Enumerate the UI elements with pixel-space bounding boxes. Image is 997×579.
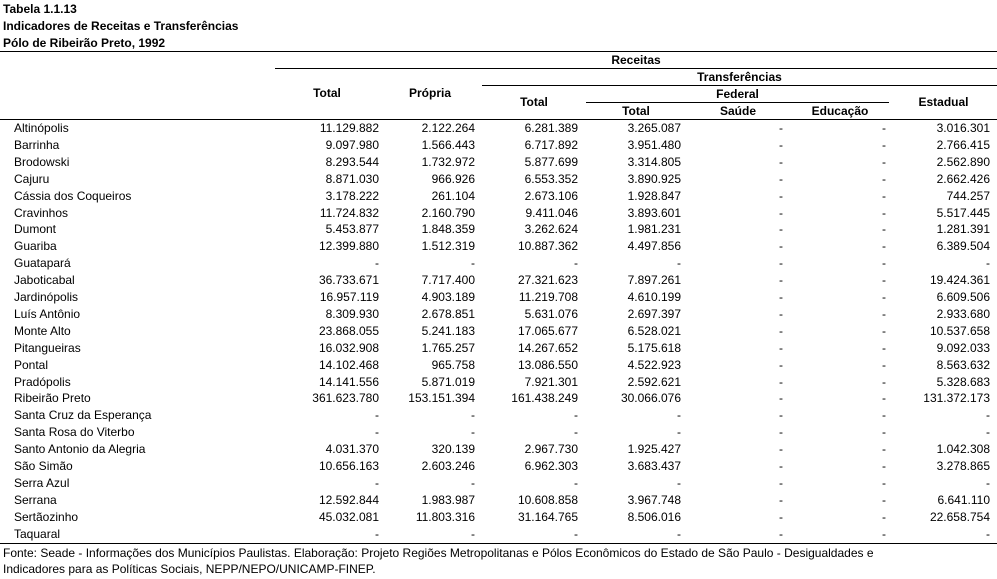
cell-estadual: 5.517.445 (936, 205, 990, 220)
table-row (0, 154, 997, 171)
source-note-line1: Fonte: Seade - Informações dos Municípios Paulistas. Elaboração: Projeto Regiões Metropolitanas e Pólos Econômicos do Estado de São Paulo - Desigualdades e (3, 546, 874, 560)
cell-municipio: Cássia dos Coqueiros (14, 188, 132, 203)
cell-municipio: Serra Azul (14, 475, 70, 490)
cell-total: 36.733.671 (318, 273, 379, 288)
table-row (0, 357, 997, 374)
cell-propria: 1.512.319 (421, 239, 475, 254)
cell-educacao: - (882, 188, 886, 203)
cell-propria: 1.566.443 (421, 137, 475, 152)
cell-municipio: Jaboticabal (14, 273, 75, 288)
cell-educacao: - (882, 137, 886, 152)
cell-transf-total: 5.877.699 (524, 154, 578, 169)
table-row (0, 340, 997, 357)
cell-saude: - (779, 256, 783, 271)
cell-saude: - (779, 239, 783, 254)
cell-estadual: - (986, 526, 990, 541)
cell-municipio: Altinópolis (14, 121, 69, 135)
cell-estadual: 19.424.361 (929, 273, 990, 288)
cell-propria: 966.926 (431, 171, 475, 186)
cell-federal-total: 1.925.427 (627, 442, 681, 457)
cell-propria: 7.717.400 (421, 273, 475, 288)
table-row (0, 475, 997, 492)
cell-total: - (375, 526, 379, 541)
cell-transf-total: 10.887.362 (517, 239, 578, 254)
cell-total: 4.031.370 (325, 442, 379, 457)
receitas-rule (275, 68, 997, 69)
cell-educacao: - (882, 323, 886, 338)
cell-transf-total: 31.164.765 (517, 509, 578, 524)
cell-total: 14.141.556 (318, 374, 379, 389)
cell-saude: - (779, 391, 783, 406)
cell-total: 8.309.930 (325, 306, 379, 321)
cell-total: 45.032.081 (318, 509, 379, 524)
cell-estadual: 744.257 (946, 188, 990, 203)
cell-saude: - (779, 137, 783, 152)
cell-propria: - (471, 475, 475, 490)
cell-total: 12.592.844 (318, 492, 379, 507)
cell-municipio: Pitangueiras (14, 340, 81, 355)
cell-transf-total: 13.086.550 (517, 357, 578, 372)
cell-estadual: 22.658.754 (929, 509, 990, 524)
cell-total: 11.129.882 (319, 121, 379, 135)
cell-municipio: Monte Alto (14, 323, 71, 338)
cell-propria: 2.122.264 (421, 121, 475, 135)
cell-transf-total: 11.219.708 (518, 290, 578, 304)
cell-transf-total: - (574, 408, 578, 423)
cell-estadual: 3.016.301 (936, 121, 990, 135)
cell-saude: - (779, 526, 783, 541)
cell-educacao: - (882, 408, 886, 423)
cell-total: 10.656.163 (318, 459, 379, 473)
table-row (0, 509, 997, 526)
source-note (3, 545, 988, 577)
cell-transf-total: 161.438.249 (511, 391, 578, 406)
cell-saude: - (779, 154, 783, 169)
cell-municipio: Guariba (14, 239, 57, 254)
cell-saude: - (779, 306, 783, 321)
cell-estadual: 1.281.391 (936, 222, 990, 237)
cell-educacao: - (882, 222, 886, 237)
cell-educacao: - (882, 239, 886, 254)
header-transferencias-total: Total (520, 95, 548, 109)
cell-educacao: - (882, 306, 886, 321)
cell-estadual: - (986, 408, 990, 423)
cell-saude: - (779, 188, 783, 203)
cell-transf-total: 5.631.076 (524, 306, 578, 321)
header-total: Total (313, 86, 341, 100)
cell-propria: - (471, 408, 475, 423)
cell-educacao: - (882, 526, 886, 541)
cell-municipio: Guatapará (14, 256, 71, 271)
cell-federal-total: 3.265.087 (627, 121, 681, 135)
cell-propria: 153.151.394 (408, 391, 475, 406)
cell-educacao: - (882, 340, 886, 355)
cell-estadual: 6.609.506 (936, 290, 990, 304)
cell-municipio: Luís Antônio (14, 306, 81, 321)
cell-total: - (375, 475, 379, 490)
cell-transf-total: - (574, 475, 578, 490)
table-title: Indicadores de Receitas e Transferências (3, 19, 239, 33)
cell-total: 361.623.780 (312, 391, 379, 406)
cell-municipio: Cravinhos (14, 205, 69, 220)
cell-saude: - (779, 222, 783, 237)
table-row (0, 374, 997, 391)
cell-propria: 1.765.257 (421, 340, 475, 355)
cell-educacao: - (882, 374, 886, 389)
cell-total: 14.102.468 (318, 357, 379, 372)
table-row (0, 407, 997, 424)
cell-estadual: - (986, 425, 990, 440)
cell-propria: 261.104 (431, 188, 475, 203)
cell-educacao: - (882, 171, 886, 186)
table-row (0, 205, 997, 222)
cell-propria: 11.803.316 (415, 509, 475, 524)
cell-federal-total: - (677, 425, 681, 440)
cell-municipio: Dumont (14, 222, 57, 237)
cell-municipio: Brodowski (14, 154, 70, 169)
cell-saude: - (779, 425, 783, 440)
cell-federal-total: 3.967.748 (627, 492, 681, 507)
cell-federal-total: 1.928.847 (627, 188, 681, 203)
cell-educacao: - (882, 425, 886, 440)
header-saude: Saúde (719, 104, 756, 118)
cell-educacao: - (882, 492, 886, 507)
cell-saude: - (779, 340, 783, 355)
cell-estadual: - (986, 256, 990, 271)
header-federal: Federal (716, 87, 759, 101)
cell-total: - (375, 408, 379, 423)
cell-transf-total: 14.267.652 (517, 340, 578, 355)
header-federal-total: Total (622, 104, 650, 118)
cell-municipio: Santa Cruz da Esperança (14, 408, 152, 423)
cell-educacao: - (882, 459, 886, 473)
cell-propria: 965.758 (431, 357, 475, 372)
cell-federal-total: 3.893.601 (627, 205, 681, 220)
cell-estadual: 2.562.890 (936, 154, 990, 169)
cell-estadual: 6.389.504 (936, 239, 990, 254)
cell-municipio: Santa Rosa do Viterbo (14, 425, 135, 440)
cell-saude: - (779, 475, 783, 490)
cell-propria: 2.160.790 (421, 205, 475, 220)
header-propria: Própria (408, 86, 451, 100)
cell-saude: - (779, 290, 783, 304)
table-top-rule (0, 51, 997, 52)
cell-propria: 1.732.972 (421, 154, 475, 169)
table-row (0, 120, 997, 137)
cell-saude: - (779, 323, 783, 338)
header-receitas: Receitas (611, 53, 661, 67)
cell-transf-total: 10.608.858 (517, 492, 578, 507)
table-bottom-rule (0, 543, 997, 544)
cell-federal-total: - (677, 526, 681, 541)
cell-federal-total: 3.951.480 (627, 137, 681, 152)
cell-propria: - (471, 425, 475, 440)
cell-transf-total: 17.065.677 (517, 323, 578, 338)
federal-rule (586, 102, 889, 103)
cell-municipio: Ribeirão Preto (14, 391, 91, 406)
cell-federal-total: 4.497.856 (627, 239, 681, 254)
cell-educacao: - (882, 256, 886, 271)
cell-total: 16.032.908 (318, 340, 379, 355)
cell-transf-total: 7.921.301 (524, 374, 578, 389)
cell-estadual: 131.372.173 (923, 391, 990, 406)
cell-propria: 5.241.183 (421, 323, 475, 338)
table-row (0, 458, 997, 475)
cell-total: 23.868.055 (318, 323, 379, 338)
table-row (0, 390, 997, 407)
cell-saude: - (779, 509, 783, 524)
cell-municipio: Cajuru (14, 171, 50, 186)
cell-propria: 1.983.987 (421, 492, 475, 507)
cell-saude: - (779, 492, 783, 507)
cell-total: 9.097.980 (325, 137, 379, 152)
cell-educacao: - (882, 154, 886, 169)
cell-propria: 2.603.246 (421, 459, 475, 473)
cell-saude: - (779, 459, 783, 473)
cell-estadual: - (986, 475, 990, 490)
table-row (0, 289, 997, 306)
cell-transf-total: 2.967.730 (524, 442, 578, 457)
cell-saude: - (779, 171, 783, 186)
cell-estadual: 5.328.683 (936, 374, 990, 389)
cell-transf-total: 2.673.106 (524, 188, 578, 203)
transferencias-rule (482, 85, 997, 86)
cell-total: 16.957.119 (319, 290, 379, 304)
table-row (0, 306, 997, 323)
cell-transf-total: - (574, 425, 578, 440)
cell-total: 3.178.222 (325, 188, 379, 203)
cell-total: 11.724.832 (319, 205, 379, 220)
cell-estadual: 2.933.680 (936, 306, 990, 321)
table-row (0, 441, 997, 458)
cell-propria: 320.139 (431, 442, 475, 457)
cell-federal-total: - (677, 256, 681, 271)
cell-educacao: - (882, 357, 886, 372)
cell-federal-total: 4.522.923 (627, 357, 681, 372)
cell-municipio: Jardinópolis (14, 290, 79, 304)
table-row (0, 272, 997, 289)
cell-total: - (375, 256, 379, 271)
cell-propria: - (471, 256, 475, 271)
cell-educacao: - (882, 509, 886, 524)
cell-total: 12.399.880 (318, 239, 379, 254)
cell-municipio: São Simão (14, 459, 73, 473)
cell-federal-total: 5.175.618 (627, 340, 681, 355)
cell-transf-total: 6.281.389 (524, 121, 578, 135)
cell-estadual: 6.641.110 (937, 492, 990, 507)
cell-propria: 2.678.851 (421, 306, 475, 321)
cell-saude: - (779, 408, 783, 423)
table-row (0, 424, 997, 441)
cell-saude: - (779, 121, 783, 135)
cell-federal-total: 4.610.199 (627, 290, 681, 304)
cell-propria: 1.848.359 (421, 222, 475, 237)
cell-saude: - (779, 442, 783, 457)
cell-total: 8.871.030 (325, 171, 379, 186)
cell-educacao: - (882, 121, 886, 135)
cell-saude: - (779, 374, 783, 389)
cell-educacao: - (882, 205, 886, 220)
cell-total: - (375, 425, 379, 440)
header-transferencias: Transferências (697, 70, 782, 84)
cell-estadual: 3.278.865 (936, 459, 990, 473)
cell-municipio: Barrinha (14, 137, 60, 152)
table-row (0, 255, 997, 272)
cell-educacao: - (882, 273, 886, 288)
cell-educacao: - (882, 290, 886, 304)
cell-transf-total: 9.411.046 (525, 205, 578, 220)
cell-federal-total: 6.528.021 (627, 323, 681, 338)
cell-federal-total: - (677, 408, 681, 423)
cell-federal-total: 3.683.437 (627, 459, 681, 473)
cell-estadual: 8.563.632 (936, 357, 990, 372)
cell-transf-total: - (574, 256, 578, 271)
cell-municipio: Sertãozinho (14, 509, 79, 524)
cell-federal-total: 2.697.397 (627, 306, 681, 321)
cell-transf-total: - (574, 526, 578, 541)
cell-estadual: 2.662.426 (936, 171, 990, 186)
cell-estadual: 10.537.658 (929, 323, 990, 338)
table-row (0, 188, 997, 205)
cell-municipio: Santo Antonio da Alegria (14, 442, 146, 457)
cell-educacao: - (882, 391, 886, 406)
table-row (0, 137, 997, 154)
cell-propria: 5.871.019 (421, 374, 475, 389)
source-note-line2: Indicadores para as Políticas Sociais, NEPP/NEPO/UNICAMP-FINEP. (3, 562, 376, 576)
cell-estadual: 9.092.033 (936, 340, 990, 355)
cell-federal-total: 2.592.621 (627, 374, 681, 389)
header-estadual: Estadual (918, 95, 969, 109)
table-row (0, 492, 997, 509)
cell-federal-total: 1.981.231 (627, 222, 681, 237)
table-subtitle: Pólo de Ribeirão Preto, 1992 (3, 36, 166, 50)
cell-transf-total: 6.553.352 (524, 171, 578, 186)
table-row (0, 221, 997, 238)
cell-total: 5.453.877 (325, 222, 379, 237)
cell-educacao: - (882, 442, 886, 457)
cell-federal-total: - (677, 475, 681, 490)
cell-estadual: 2.766.415 (936, 137, 990, 152)
cell-transf-total: 27.321.623 (517, 273, 578, 288)
cell-estadual: 1.042.308 (936, 442, 990, 457)
cell-propria: - (471, 526, 475, 541)
cell-saude: - (779, 357, 783, 372)
cell-transf-total: 6.962.303 (524, 459, 578, 473)
cell-educacao: - (882, 475, 886, 490)
cell-municipio: Pontal (14, 357, 49, 372)
table-row (0, 526, 997, 543)
cell-municipio: Pradópolis (14, 374, 71, 389)
cell-transf-total: 6.717.892 (524, 137, 578, 152)
cell-propria: 4.903.189 (421, 290, 475, 304)
table-row (0, 323, 997, 340)
table-row (0, 171, 997, 188)
cell-federal-total: 3.890.925 (627, 171, 681, 186)
table-row (0, 238, 997, 255)
cell-municipio: Serrana (14, 492, 57, 507)
cell-federal-total: 3.314.805 (627, 154, 681, 169)
cell-federal-total: 7.897.261 (627, 273, 681, 288)
cell-municipio: Taquaral (14, 526, 61, 541)
cell-total: 8.293.544 (325, 154, 379, 169)
cell-federal-total: 30.066.076 (620, 391, 681, 406)
cell-federal-total: 8.506.016 (627, 509, 681, 524)
table-number: Tabela 1.1.13 (3, 2, 77, 16)
header-educacao: Educação (811, 104, 869, 118)
cell-saude: - (779, 273, 783, 288)
cell-transf-total: 3.262.624 (524, 222, 578, 237)
cell-saude: - (779, 205, 783, 220)
